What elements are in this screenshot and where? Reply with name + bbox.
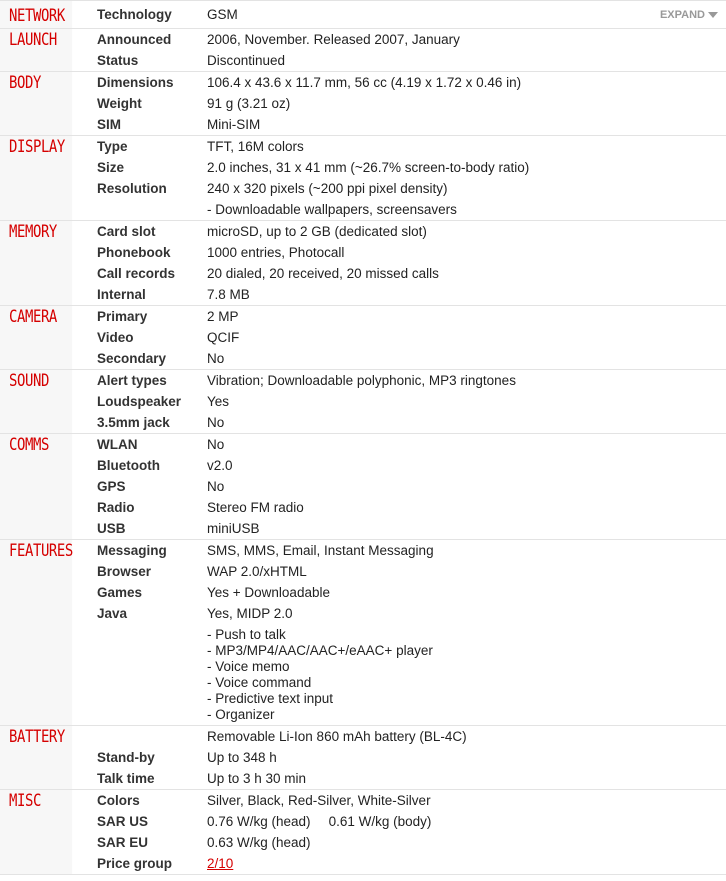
spec-label: Weight — [97, 96, 142, 111]
category-features: FEATURES — [0, 540, 72, 725]
spec-value: Up to 3 h 30 min — [207, 771, 307, 786]
spec-label: Technology — [97, 7, 172, 22]
spec-row — [88, 157, 726, 178]
spec-row-price — [88, 853, 726, 874]
spec-label: GPS — [97, 479, 126, 494]
spec-label: Java — [97, 606, 128, 621]
spec-label: Internal — [97, 287, 146, 302]
price-group-link[interactable]: 2/10 — [207, 856, 234, 871]
spec-label: Resolution — [97, 181, 167, 196]
spec-row — [88, 455, 726, 476]
spec-label: WLAN — [97, 437, 138, 452]
spec-label: Colors — [97, 793, 140, 808]
spec-row — [88, 747, 726, 768]
category-network: NETWORK — [0, 1, 72, 28]
spec-label: Call records — [97, 266, 176, 281]
spec-row — [88, 540, 726, 561]
spec-row — [88, 497, 726, 518]
spec-row — [88, 114, 726, 135]
spec-value: 240 x 320 pixels (~200 ppi pixel density) — [207, 181, 448, 196]
spec-row — [88, 72, 726, 93]
spec-value: - Downloadable wallpapers, screensavers — [207, 202, 457, 217]
spec-label: Card slot — [97, 224, 156, 239]
expand-label: EXPAND — [659, 8, 705, 21]
category-display: DISPLAY — [0, 136, 72, 220]
spec-value: 2006, November. Released 2007, January — [207, 32, 460, 47]
spec-value: Stereo FM radio — [207, 500, 304, 515]
spec-value: GSM — [207, 7, 238, 22]
spec-label: SAR US — [97, 814, 149, 829]
spec-row — [88, 726, 726, 747]
spec-row-sar-eu — [88, 832, 726, 853]
spec-row-technology — [88, 1, 726, 28]
spec-value — [198, 814, 726, 829]
spec-value: 20 dialed, 20 received, 20 missed calls — [207, 266, 439, 281]
spec-row — [88, 391, 726, 412]
spec-row — [88, 284, 726, 305]
spec-row — [88, 582, 726, 603]
spec-value: miniUSB — [207, 521, 260, 536]
spec-value: 0.63 W/kg (head) — [207, 835, 311, 850]
spec-label: Bluetooth — [97, 458, 160, 473]
spec-value: 1000 entries, Photocall — [207, 245, 345, 260]
spec-label: Browser — [97, 564, 152, 579]
spec-row — [88, 178, 726, 199]
spec-label: Talk time — [97, 771, 155, 786]
spec-value: Yes, MIDP 2.0 — [207, 606, 293, 621]
spec-row — [88, 327, 726, 348]
spec-label: Games — [97, 585, 143, 600]
spec-label: Loudspeaker — [97, 394, 182, 409]
expand-button[interactable] — [660, 9, 718, 21]
spec-value: 2 MP — [207, 309, 239, 324]
section-body — [0, 72, 726, 136]
spec-label: Announced — [97, 32, 172, 47]
spec-label: Radio — [97, 500, 135, 515]
sar-us-body: 0.61 W/kg (body) — [328, 814, 432, 829]
section-battery — [0, 726, 726, 790]
spec-label: Status — [97, 53, 139, 68]
category-battery: BATTERY — [0, 726, 72, 789]
spec-value: Removable Li-Ion 860 mAh battery (BL-4C) — [207, 729, 467, 744]
spec-row — [88, 412, 726, 433]
category-comms: COMMS — [0, 434, 72, 539]
spec-value: 91 g (3.21 oz) — [207, 96, 291, 111]
spec-row-sar-us — [88, 811, 726, 832]
spec-label: Price group — [97, 856, 173, 871]
spec-value: Silver, Black, Red-Silver, White-Silver — [207, 793, 431, 808]
spec-label: Type — [97, 139, 128, 154]
section-network — [0, 1, 726, 29]
sar-us-head: 0.76 W/kg (head) — [207, 814, 311, 829]
section-display — [0, 136, 726, 221]
spec-value: QCIF — [207, 330, 240, 345]
spec-label: Phonebook — [97, 245, 171, 260]
spec-value: No — [207, 437, 225, 452]
spec-label: Video — [97, 330, 134, 345]
spec-row — [88, 50, 726, 71]
spec-label: Size — [97, 160, 125, 175]
spec-value: 7.8 MB — [207, 287, 250, 302]
spec-row — [88, 561, 726, 582]
spec-value: microSD, up to 2 GB (dedicated slot) — [207, 224, 427, 239]
spec-row — [88, 242, 726, 263]
section-misc — [0, 790, 726, 875]
section-memory — [0, 221, 726, 306]
spec-row — [88, 434, 726, 455]
spec-row — [88, 221, 726, 242]
spec-row — [88, 136, 726, 157]
spec-value: Yes + Downloadable — [207, 585, 330, 600]
spec-value: No — [207, 479, 225, 494]
spec-label: SAR EU — [97, 835, 149, 850]
spec-row — [88, 603, 726, 624]
spec-value: Yes — [207, 394, 230, 409]
spec-row — [88, 29, 726, 50]
spec-label: 3.5mm jack — [97, 415, 170, 430]
spec-row — [88, 370, 726, 391]
category-memory: MEMORY — [0, 221, 72, 305]
spec-row — [88, 790, 726, 811]
spec-label: SIM — [97, 117, 122, 132]
spec-row — [88, 199, 726, 220]
spec-value: - Push to talk - MP3/MP4/AAC/AAC+/eAAC+ player - Voice memo - Voice command - Predictive text input - Organizer — [207, 627, 433, 722]
spec-value — [198, 856, 726, 871]
spec-value: 2.0 inches, 31 x 41 mm (~26.7% screen-to-body ratio) — [207, 160, 530, 175]
spec-row — [88, 518, 726, 539]
section-sound — [0, 370, 726, 434]
spec-value: No — [207, 351, 225, 366]
spec-row — [88, 93, 726, 114]
spec-row — [88, 263, 726, 284]
spec-label: Secondary — [97, 351, 167, 366]
category-sound: SOUND — [0, 370, 72, 433]
spec-value: Mini-SIM — [207, 117, 261, 132]
chevron-down-icon — [708, 12, 718, 18]
spec-value: 106.4 x 43.6 x 11.7 mm, 56 cc (4.19 x 1.72 x 0.46 in) — [207, 75, 522, 90]
spec-label: USB — [97, 521, 126, 536]
section-launch — [0, 29, 726, 72]
section-features — [0, 540, 726, 726]
spec-row-extra-features — [88, 624, 726, 725]
section-camera — [0, 306, 726, 370]
spec-value: v2.0 — [207, 458, 233, 473]
spec-row — [88, 768, 726, 789]
spec-value: SMS, MMS, Email, Instant Messaging — [207, 543, 434, 558]
section-comms — [0, 434, 726, 540]
spec-row — [88, 348, 726, 369]
spec-label: Messaging — [97, 543, 167, 558]
spec-row — [88, 306, 726, 327]
category-misc: MISC — [0, 790, 72, 874]
spec-value: Discontinued — [207, 53, 286, 68]
spec-value: TFT, 16M colors — [207, 139, 304, 154]
spec-value: Up to 348 h — [207, 750, 277, 765]
category-launch: LAUNCH — [0, 29, 72, 71]
spec-value: WAP 2.0/xHTML — [207, 564, 307, 579]
spec-label: Dimensions — [97, 75, 174, 90]
spec-value: Vibration; Downloadable polyphonic, MP3 ringtones — [207, 373, 516, 388]
spec-label: Primary — [97, 309, 148, 324]
category-camera: CAMERA — [0, 306, 72, 369]
category-body: BODY — [0, 72, 72, 135]
spec-label: Stand-by — [97, 750, 155, 765]
spec-label: Alert types — [97, 373, 167, 388]
spec-value: No — [207, 415, 225, 430]
spec-row — [88, 476, 726, 497]
